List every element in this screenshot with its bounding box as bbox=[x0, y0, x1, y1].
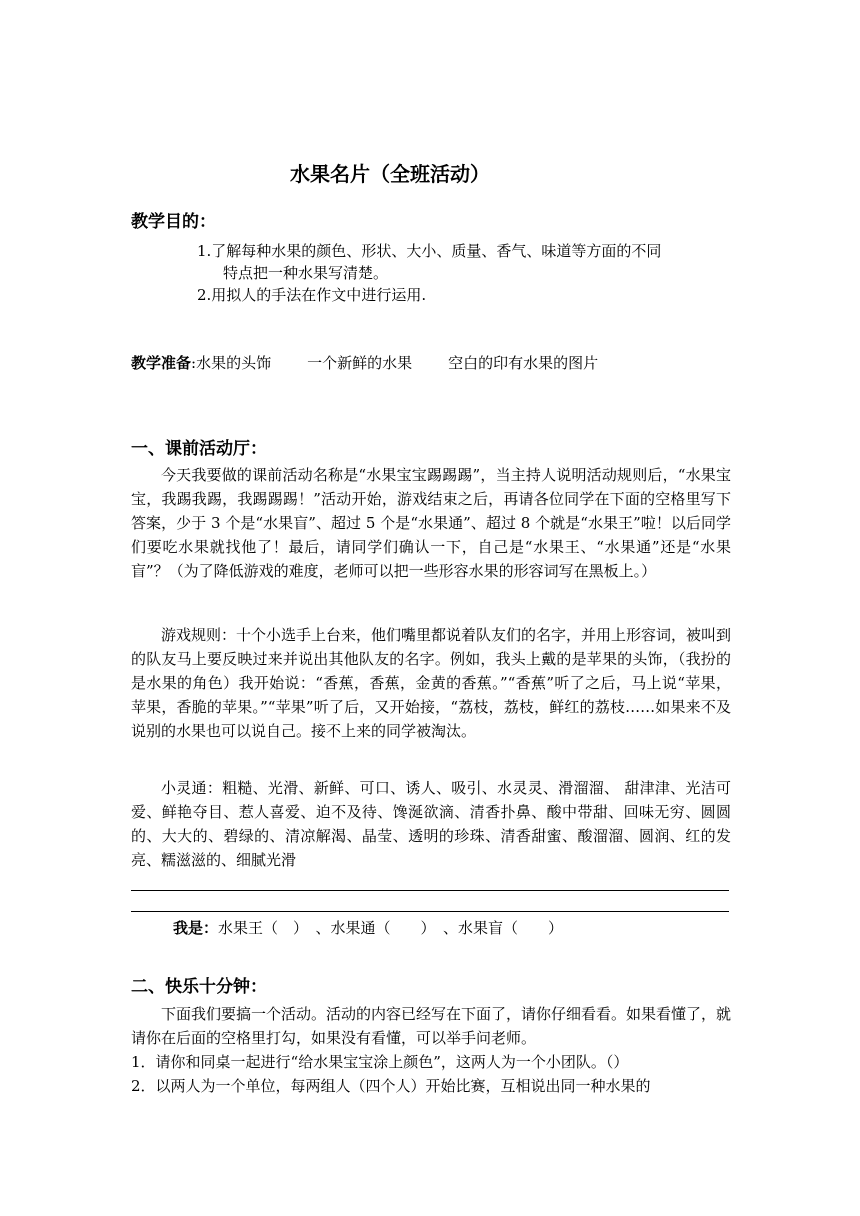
section-2-paragraph-1: 下面我们要搞一个活动。活动的内容已经写在下面了，请你仔细看看。如果看懂了，就请你在后面的空格里打勾，如果没有看懂，可以举手问老师。 bbox=[131, 1005, 732, 1047]
preparation-separator: : bbox=[191, 354, 197, 372]
preparation-label: 教学准备 bbox=[131, 354, 192, 372]
page-title: 水果名片（全班活动） bbox=[290, 162, 490, 186]
section-1-heading: 一、课前活动厅： bbox=[131, 439, 267, 459]
preparation-item-3: 空白的印有水果的图片 bbox=[448, 354, 599, 372]
section-2-item-2: 2．以两人为一个单位，每两组人（四个人）开始比赛，互相说出同一种水果的 bbox=[131, 1077, 651, 1095]
objectives-list bbox=[197, 240, 737, 306]
section-2-heading: 二、快乐十分钟： bbox=[131, 977, 267, 997]
objective-item-1-line-2: 特点把一种水果写清楚。 bbox=[223, 264, 389, 282]
section-1-paragraph-3: 小灵通：粗糙、光滑、新鲜、可口、诱人、吸引、水灵灵、滑溜溜、 甜津津、光洁可爱、鲜艳夺目、惹人喜爱、迫不及待、馋涎欲滴、清香扑鼻、酸中带甜、回味无穷、圆圆的、大大的、碧绿的、清凉解渴、晶莹、透明的珍珠、清香甜蜜、酸溜溜、圆润、红的发亮、糯滋滋的、细腻光滑 bbox=[131, 779, 731, 869]
self-rating-label: 我是： bbox=[173, 919, 219, 937]
preparation-line bbox=[131, 352, 598, 373]
preparation-item-2: 一个新鲜的水果 bbox=[307, 354, 413, 372]
section-2-list bbox=[131, 1050, 731, 1098]
answer-line-1 bbox=[131, 890, 729, 891]
preparation-item-1: 水果的头饰 bbox=[196, 354, 272, 372]
section-1-paragraph-2: 游戏规则：十个小选手上台来，他们嘴里都说着队友们的名字，并用上形容词，被叫到的队友马上要反映过来并说出其他队友的名字。例如，我头上戴的是苹果的头饰，（我扮的是水果的角色）我开始说：“香蕉，香蕉，金黄的香蕉。”“香蕉”听了之后，马上说“苹果，苹果，香脆的苹果。”“苹果”听了后，又开始接，“荔枝，荔枝，鲜红的荔枝……如果来不及说别的水果也可以说自己。接不上来的同学被淘汰。 bbox=[131, 626, 732, 740]
section-2-item-1: 1．请你和同桌一起进行“给水果宝宝涂上颜色”，这两人为一个小团队。（） bbox=[131, 1053, 629, 1071]
answer-line-2 bbox=[131, 911, 729, 912]
objective-item-2: 2.用拟人的手法在作文中进行运用. bbox=[197, 286, 427, 304]
section-1-paragraph-1: 今天我要做的课前活动名称是“水果宝宝踢踢踢”，当主持人说明活动规则后，“水果宝宝，我踢我踢，我踢踢踢！”活动开始，游戏结束之后，再请各位同学在下面的空格里写下答案，少于 3 个是“水果盲”、超过 5 个是“水果通”、超过 8 个就是“水果王”啦！以后同学们要吃水果就找他了！最后，请同学们确认一下，自己是“水果王、“水果通”还是“水果盲”？（为了降低游戏的难度，老师可以把一些形容水果的形容词写在黑板上。） bbox=[131, 466, 731, 580]
self-rating-options: 水果王（ ） 、水果通（ ） 、水果盲（ ） bbox=[218, 919, 564, 937]
objective-item-1-line-1: 1.了解每种水果的颜色、形状、大小、质量、香气、味道等方面的不同 bbox=[197, 242, 662, 260]
self-rating-line bbox=[173, 917, 563, 938]
objectives-heading: 教学目的： bbox=[131, 212, 216, 232]
